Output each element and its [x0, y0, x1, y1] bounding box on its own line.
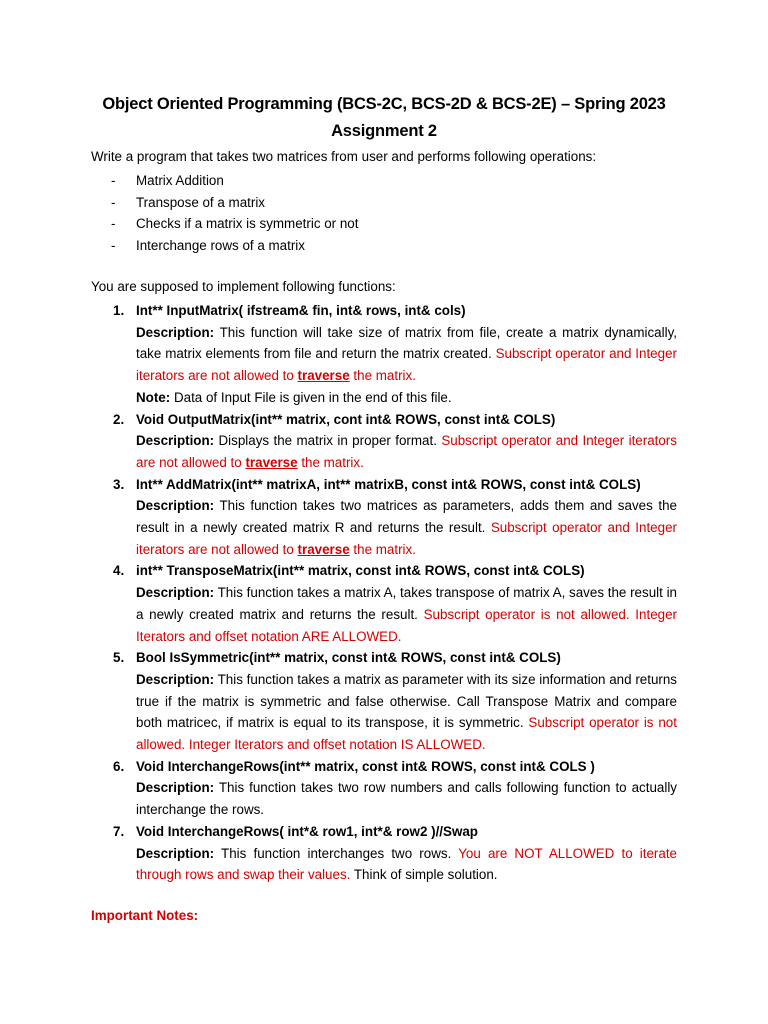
- document-title: Object Oriented Programming (BCS-2C, BCS-2D & BCS-2E) – Spring 2023: [102, 95, 666, 113]
- operation-label: Interchange rows of a matrix: [136, 238, 305, 254]
- function-description: Description: This function takes two row numbers and calls following function to actually interchange the rows.: [136, 780, 677, 818]
- function-signature: 6. Void InterchangeRows(int** matrix, const int& ROWS, const int& COLS ): [113, 758, 595, 774]
- function-item-3: [113, 474, 677, 561]
- document-subtitle: Assignment 2: [331, 122, 437, 140]
- function-signature: 1. Int** InputMatrix( ifstream& fin, int& rows, int& cols): [113, 303, 466, 318]
- function-description: Description: This function takes a matrix A, takes transpose of matrix A, saves the result in a newly created matrix and returns the result. Subscript operator is not allowed. Integer Iterators and offset notation ARE ALLOWED.: [136, 585, 677, 644]
- function-signature: 4. int** TransposeMatrix(int** matrix, const int& ROWS, const int& COLS): [113, 563, 585, 579]
- function-description: Description: This function will take size of matrix from file, create a matrix dynamically, take matrix elements from file and return the matrix created. Subscript operator and Integer iterators are not allowed to traverse the matrix.: [136, 324, 677, 384]
- list-item: [111, 170, 358, 192]
- function-item-5: [113, 647, 677, 756]
- function-item-7: [113, 821, 677, 886]
- restriction-text: Subscript operator and Integer iterators are not allowed to: [136, 520, 677, 557]
- function-item-2: [113, 409, 677, 474]
- intro-text: Write a program that takes two matrices from user and performs following operations:: [91, 149, 597, 164]
- operation-label: Transpose of a matrix: [136, 194, 265, 210]
- list-item: [111, 235, 358, 257]
- note-label: Note:: [136, 389, 171, 405]
- restriction-text: Subscript operator is not allowed. Integer Iterators and offset notation ARE ALLOWED.: [136, 606, 677, 644]
- important-notes-heading: Important Notes:: [91, 908, 199, 923]
- bullet-marker: -: [111, 216, 116, 232]
- restriction-text: Subscript operator and Integer iterators are not allowed to: [136, 433, 677, 470]
- function-description: Description: Displays the matrix in proper format. Subscript operator and Integer iterators are not allowed to traverse the matrix.: [136, 433, 677, 470]
- function-description: Description: This function takes two matrices as parameters, adds them and saves the result in a newly created matrix R and returns the result. Subscript operator and Integer iterators are not allowed to traverse the matrix.: [136, 498, 677, 557]
- function-signature: 3. Int** AddMatrix(int** matrixA, int** matrixB, const int& ROWS, const int& COLS): [113, 476, 641, 492]
- function-description: Description: This function takes a matrix as parameter with its size information and returns true if the matrix is symmetric and false otherwise. Call Transpose Matrix and compare both matricec, if matrix is equal to its transpose, it is symmetric. Subscript operator is not allowed. Integer Iterators and offset notation IS ALLOWED.: [136, 671, 677, 753]
- restriction-text: You are NOT ALLOWED to iterate through rows and swap their values.: [136, 845, 677, 883]
- operation-label: Matrix Addition: [136, 173, 224, 188]
- description-label: Description:: [136, 845, 215, 861]
- description-label: Description:: [136, 433, 215, 449]
- restriction-emphasis: traverse: [297, 368, 350, 384]
- bullet-marker: -: [111, 194, 116, 210]
- function-description: Description: This function interchanges two rows. You are NOT ALLOWED to iterate through rows and swap their values. Think of simple solution.: [136, 845, 677, 883]
- restriction-emphasis: traverse: [297, 541, 350, 557]
- function-signature: 7. Void InterchangeRows( int*& row1, int*& row2 )//Swap: [113, 823, 478, 839]
- description-label: Description:: [136, 498, 215, 514]
- description-label: Description:: [136, 671, 215, 687]
- restriction-text: Subscript operator is not allowed. Integer Iterators and offset notation IS ALLOWED.: [136, 715, 677, 753]
- operations-list: [111, 170, 358, 257]
- description-label: Description:: [136, 780, 215, 796]
- function-signature: 2. Void OutputMatrix(int** matrix, cont int& ROWS, const int& COLS): [113, 411, 556, 427]
- functions-lead: You are supposed to implement following functions:: [91, 279, 396, 294]
- restriction-text: Subscript operator and Integer iterators are not allowed to: [136, 346, 677, 384]
- function-item-1: [113, 300, 677, 409]
- list-item: [111, 213, 358, 235]
- list-item: [111, 192, 358, 214]
- operation-label: Checks if a matrix is symmetric or not: [136, 216, 359, 232]
- bullet-marker: -: [111, 238, 116, 254]
- restriction-emphasis: traverse: [245, 454, 298, 470]
- function-signature: 5. Bool IsSymmetric(int** matrix, const int& ROWS, const int& COLS): [113, 650, 561, 666]
- function-item-4: [113, 560, 677, 647]
- functions-list: [113, 300, 677, 886]
- function-item-6: [113, 756, 677, 821]
- description-label: Description:: [136, 585, 215, 601]
- bullet-marker: -: [111, 173, 116, 188]
- description-label: Description:: [136, 324, 215, 340]
- function-note: Note: Data of Input File is given in the end of this file.: [136, 389, 452, 405]
